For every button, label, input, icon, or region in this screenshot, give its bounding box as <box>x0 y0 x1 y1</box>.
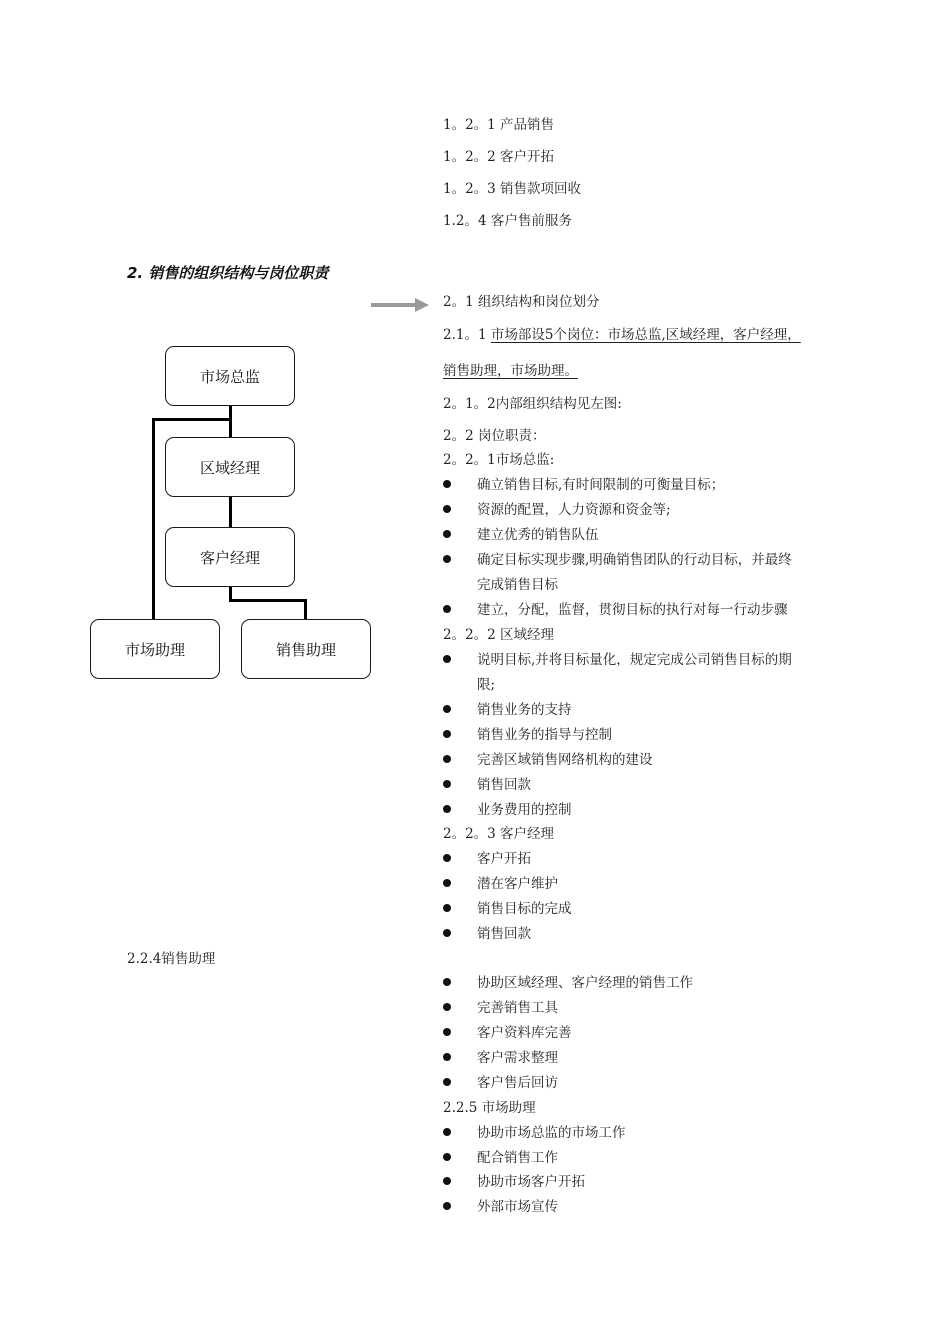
bullet-icon <box>443 655 451 663</box>
bullet-icon <box>443 978 451 986</box>
bullet-icon <box>443 805 451 813</box>
list-item: 客户需求整理 <box>443 1049 451 1067</box>
list-item: 建立优秀的销售队伍 <box>443 526 451 544</box>
list-item: 销售回款 <box>443 925 451 943</box>
heading-2-1-1 <box>443 326 801 344</box>
bullet-icon <box>443 1028 451 1036</box>
heading-2-2-4: 2.2.4销售助理 <box>127 951 216 967</box>
list-item: 客户资料库完善 <box>443 1024 451 1042</box>
heading-2-2-5: 2.2.5 市场助理 <box>443 1100 536 1116</box>
list-item: 潜在客户维护 <box>443 875 451 893</box>
list-item: 确立销售目标,有时间限制的可衡量目标； <box>443 476 451 494</box>
list-item-1-2-1: 1。2。1 产品销售 <box>443 117 555 133</box>
heading-2-1-1-prefix: 2.1。1 <box>443 327 491 343</box>
list-item: 完善销售工具 <box>443 999 451 1017</box>
bullet-icon <box>443 530 451 538</box>
list-item: 销售回款 <box>443 776 451 794</box>
bullet-icon <box>443 1078 451 1086</box>
bullet-icon <box>443 854 451 862</box>
bullet-icon <box>443 879 451 887</box>
list-item-continuation: 限; <box>477 677 496 693</box>
bullet-icon <box>443 780 451 788</box>
bullet-icon <box>443 1003 451 1011</box>
list-item: 确定目标实现步骤,明确销售团队的行动目标，并最终 <box>443 551 451 569</box>
positions-line-1: 市场部设5个岗位：市场总监,区域经理，客户经理， <box>490 327 801 343</box>
connector-line <box>304 599 307 620</box>
bullet-icon <box>443 1053 451 1061</box>
heading-2-2: 2。2 岗位职责： <box>443 428 546 444</box>
bullet-icon <box>443 929 451 937</box>
heading-2-1: 2。1 组织结构和岗位划分 <box>443 294 600 310</box>
heading-2-2-1: 2。2。1市场总监: <box>443 452 555 468</box>
heading-2-1-2: 2。1。2内部组织结构见左图: <box>443 396 622 412</box>
list-item: 协助市场总监的市场工作 <box>443 1124 451 1142</box>
connector-line <box>229 599 307 602</box>
bullet-icon <box>443 480 451 488</box>
list-item: 客户开拓 <box>443 850 451 868</box>
org-node-account-manager: 客户经理 <box>165 527 295 587</box>
list-item-continuation: 完成销售目标 <box>477 577 558 593</box>
bullet-icon <box>443 1177 451 1185</box>
list-item: 完善区域销售网络机构的建设 <box>443 751 451 769</box>
list-item-1-2-4: 1.2。4 客户售前服务 <box>443 213 572 229</box>
connector-line <box>229 405 232 438</box>
list-item: 配合销售工作 <box>443 1149 451 1167</box>
bullet-icon <box>443 555 451 563</box>
heading-2-2-2: 2。2。2 区域经理 <box>443 627 555 643</box>
org-node-market-assistant: 市场助理 <box>90 619 220 679</box>
list-item-1-2-3: 1。2。3 销售款项回收 <box>443 181 582 197</box>
bullet-icon <box>443 705 451 713</box>
section-title: 2. 销售的组织结构与岗位职责 <box>127 264 329 282</box>
connector-line <box>152 418 155 620</box>
org-node-sales-assistant: 销售助理 <box>241 619 371 679</box>
bullet-icon <box>443 1202 451 1210</box>
list-item-1-2-2: 1。2。2 客户开拓 <box>443 149 555 165</box>
bullet-icon <box>443 755 451 763</box>
bullet-icon <box>443 605 451 613</box>
list-item: 协助市场客户开拓 <box>443 1173 451 1191</box>
list-item: 销售业务的指导与控制 <box>443 726 451 744</box>
list-item: 协助区域经理、客户经理的销售工作 <box>443 974 451 992</box>
org-node-regional-manager: 区域经理 <box>165 437 295 497</box>
heading-2-2-3: 2。2。3 客户经理 <box>443 826 555 842</box>
bullet-icon <box>443 904 451 912</box>
org-node-director: 市场总监 <box>165 346 295 406</box>
arrow-right-icon <box>371 297 431 313</box>
bullet-icon <box>443 505 451 513</box>
bullet-icon <box>443 1153 451 1161</box>
list-item: 说明目标,并将目标量化，规定完成公司销售目标的期 <box>443 651 451 669</box>
list-item: 资源的配置，人力资源和资金等; <box>443 501 451 519</box>
bullet-icon <box>443 1128 451 1136</box>
list-item: 销售业务的支持 <box>443 701 451 719</box>
connector-line <box>152 418 232 421</box>
list-item: 客户售后回访 <box>443 1074 451 1092</box>
list-item: 建立，分配，监督，贯彻目标的执行对每一行动步骤 <box>443 601 451 619</box>
connector-line <box>229 496 232 528</box>
list-item: 外部市场宣传 <box>443 1198 451 1216</box>
list-item: 销售目标的完成 <box>443 900 451 918</box>
bullet-icon <box>443 730 451 738</box>
list-item: 业务费用的控制 <box>443 801 451 819</box>
positions-line-2: 销售助理，市场助理。 <box>443 363 578 379</box>
